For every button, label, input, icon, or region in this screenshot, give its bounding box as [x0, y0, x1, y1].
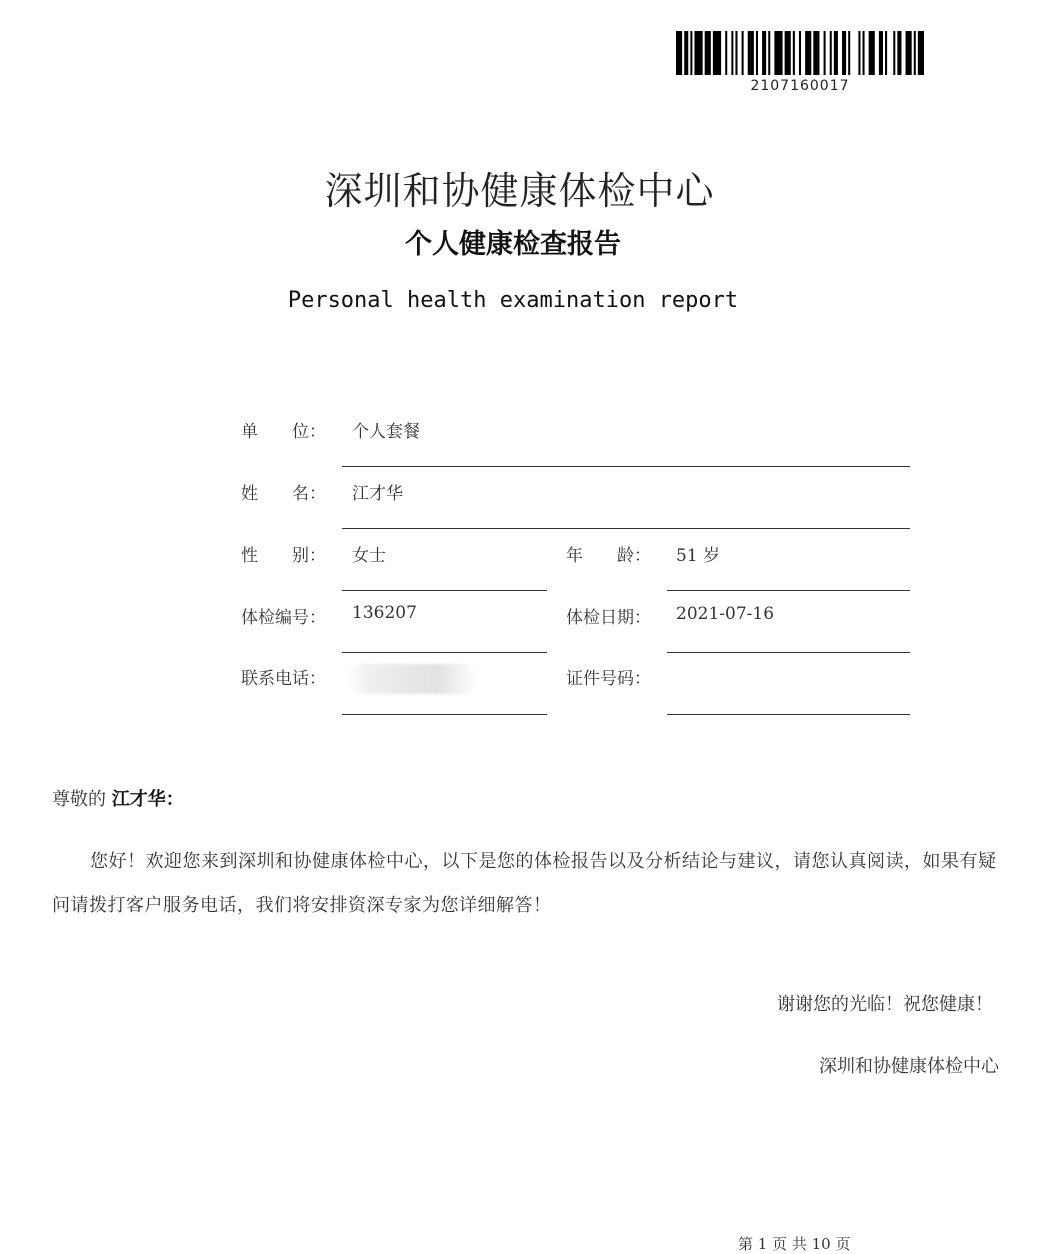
barcode-bar [768, 31, 770, 75]
barcode-bar [748, 31, 754, 75]
barcode-bar [731, 31, 733, 75]
organization-title: 深圳和协健康体检中心 [324, 169, 715, 213]
report-title: 个人健康检查报告 [405, 229, 621, 260]
barcode-bar [799, 31, 801, 75]
barcode-bar [713, 31, 721, 75]
phone-label: 联系电话： [241, 669, 326, 689]
gender-underline [342, 590, 547, 591]
closing-signature: 深圳和协健康体检中心 [819, 1056, 999, 1077]
unit-label: 单 位： [241, 422, 326, 442]
salutation [52, 785, 184, 811]
barcode-number: 2107160017 [750, 78, 850, 94]
closing-wishes: 谢谢您的光临！祝您健康！ [777, 994, 993, 1015]
exam-date-underline [667, 652, 910, 653]
exam-date-label: 体检日期： [566, 608, 651, 628]
id-number-label: 证件号码： [566, 669, 651, 689]
name-label: 姓 名： [241, 484, 326, 504]
barcode-bar [914, 31, 916, 75]
salutation-name: 江才华： [111, 789, 184, 810]
barcode-bar [869, 31, 875, 75]
phone-underline [342, 714, 547, 715]
barcode-bar [813, 31, 819, 75]
barcode-bar [824, 31, 826, 75]
gender-label: 性 别： [241, 546, 326, 566]
barcode-bar [830, 31, 832, 75]
barcode-bar [897, 31, 901, 75]
report-title-english: Personal health examination report [287, 288, 739, 313]
barcode-bar [785, 31, 791, 75]
barcode-bar [858, 31, 860, 75]
barcode-bar [756, 31, 758, 75]
gender-value: 女士 [352, 546, 386, 566]
barcode-bar [834, 31, 838, 75]
name-underline [342, 528, 910, 529]
barcode-bar [725, 31, 727, 75]
age-underline [667, 590, 910, 591]
barcode-bar [705, 31, 711, 75]
name-value: 江才华 [352, 484, 403, 504]
barcode-bar [676, 31, 682, 75]
barcode-bar [793, 31, 795, 75]
barcode-bar [684, 31, 688, 75]
barcode-bar [893, 31, 895, 75]
exam-number-label: 体检编号： [241, 608, 326, 628]
page-number: 第 1 页 共 10 页 [738, 1235, 851, 1253]
exam-number-underline [342, 652, 547, 653]
welcome-paragraph: 您好！欢迎您来到深圳和协健康体检中心，以下是您的体检报告以及分析结论与建议，请您认真阅读，如果有疑问请拨打客户服务电话，我们将安排资深专家为您详细解答！ [52, 851, 997, 916]
barcode-icon [676, 31, 924, 75]
barcode-bar [848, 31, 850, 75]
barcode-bar [885, 31, 887, 75]
barcode-bar [774, 31, 782, 75]
age-value: 51 岁 [676, 546, 721, 566]
barcode-bar [906, 31, 912, 75]
exam-number-value: 136207 [352, 603, 417, 623]
exam-date-value: 2021-07-16 [676, 604, 775, 624]
phone-value-redacted [348, 664, 476, 694]
barcode-bar [842, 31, 846, 75]
unit-underline [342, 466, 910, 467]
barcode-bar [863, 31, 865, 75]
unit-value: 个人套餐 [352, 422, 420, 442]
barcode-bar [694, 31, 702, 75]
barcode-bar [742, 31, 744, 75]
barcode-bar [735, 31, 737, 75]
barcode-bar [805, 31, 811, 75]
barcode-bar [762, 31, 766, 75]
barcode-bar [879, 31, 883, 75]
salutation-prefix: 尊敬的 [52, 789, 106, 810]
age-label: 年 龄： [566, 546, 651, 566]
barcode-bar [690, 31, 692, 75]
barcode-bar [918, 31, 924, 75]
id-number-underline [667, 714, 910, 715]
